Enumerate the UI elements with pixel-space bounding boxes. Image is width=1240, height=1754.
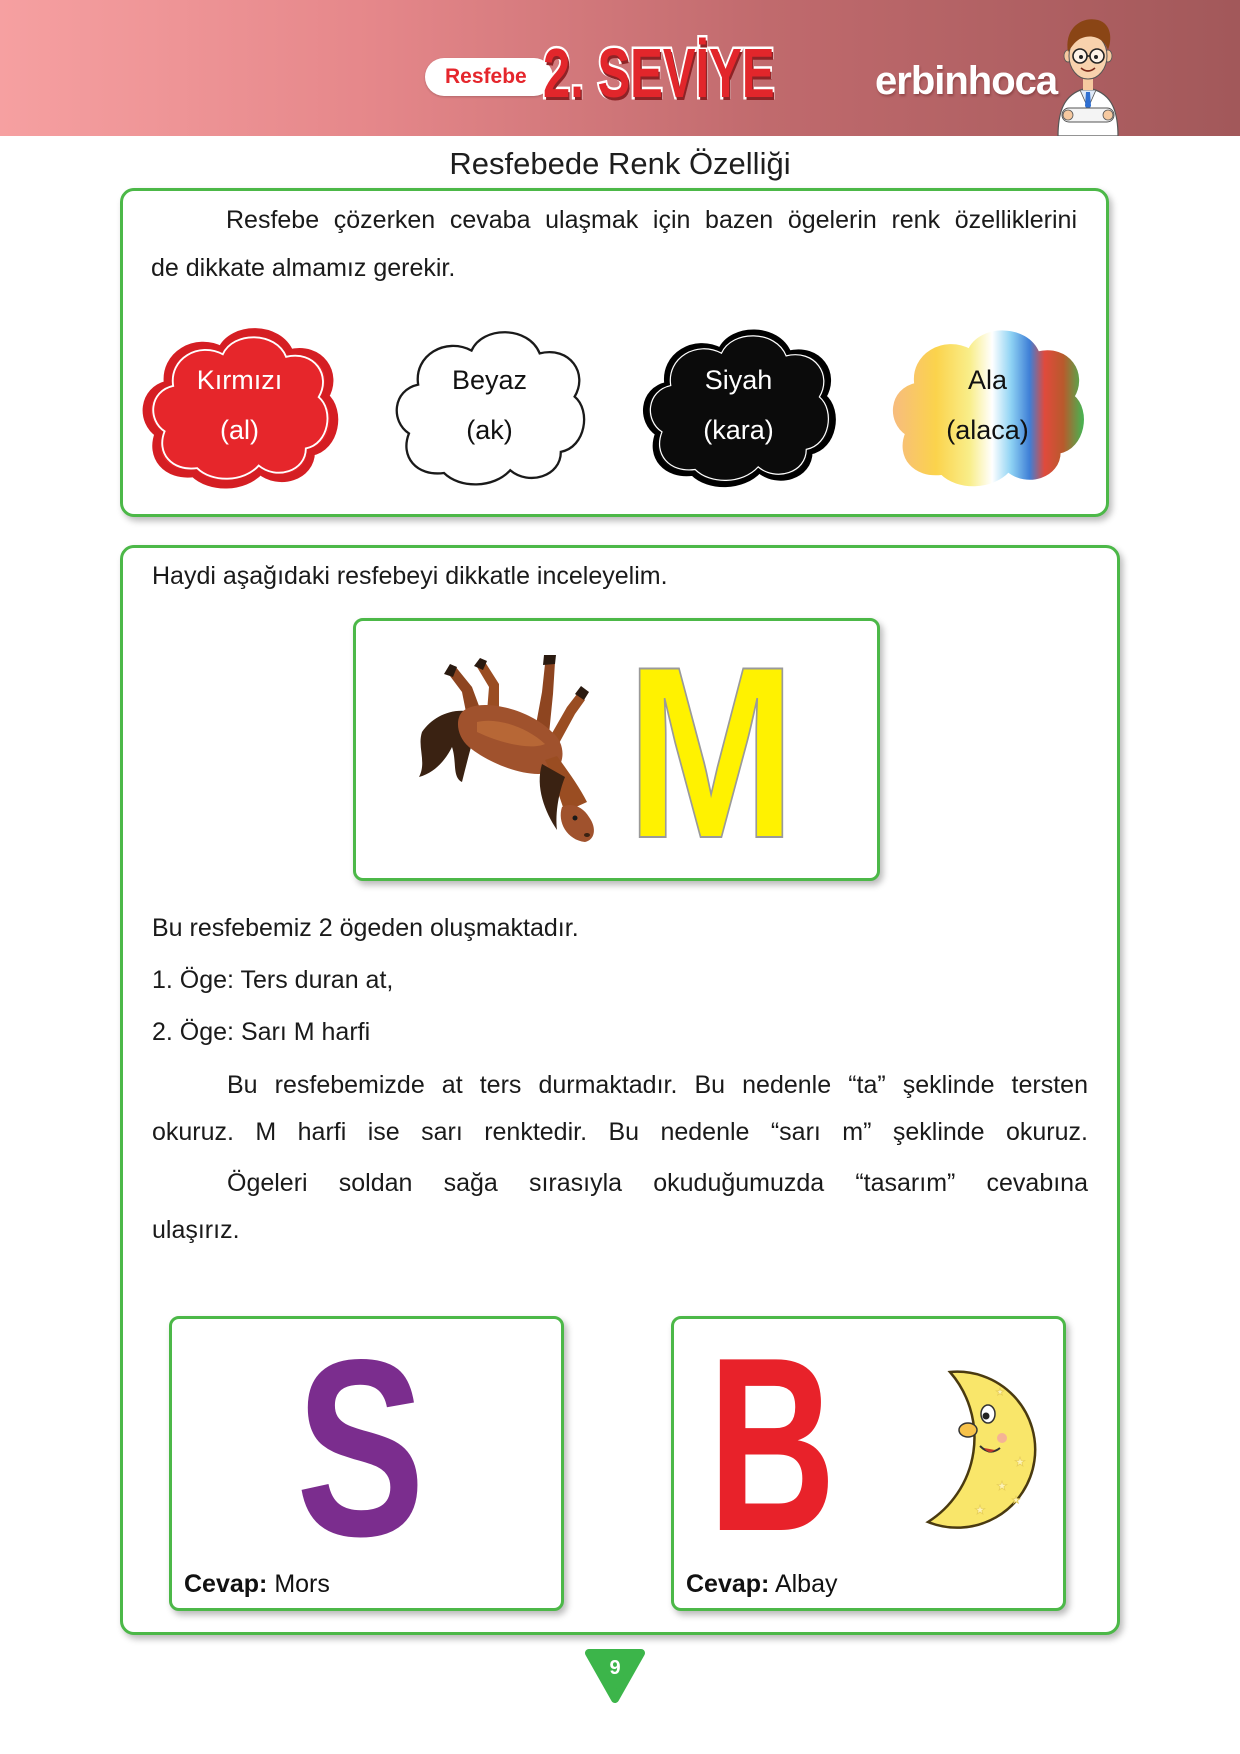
explanation-line: ulaşırız. <box>152 1216 240 1244</box>
answer-value: Mors <box>274 1570 330 1598</box>
level-label: 2. SEVİYE <box>543 34 775 112</box>
color-name: Kırmızı <box>196 365 283 395</box>
color-cloud-rainbow <box>880 311 1095 496</box>
answer-label: Cevap: <box>686 1570 770 1598</box>
crescent-moon-icon <box>880 1362 1038 1532</box>
example-part-line: 1. Öge: Ters duran at, <box>152 966 394 994</box>
cloud-black-shape <box>631 311 846 496</box>
puzzle-letter-s: S <box>296 1351 425 1541</box>
resfebe-badge <box>425 58 553 96</box>
answer-label: Cevap: <box>184 1570 268 1598</box>
resfebe-badge-label: Resfebe <box>445 65 527 88</box>
color-meaning: (ak) <box>466 415 513 445</box>
intro-paragraph <box>151 196 1077 292</box>
upside-down-horse-icon <box>417 652 598 844</box>
explanation-line: Bu resfebemizde at ters durmaktadır. Bu nedenle “ta” şeklinde tersten <box>227 1071 1088 1099</box>
puzzle-letter-b: B <box>708 1351 836 1532</box>
color-name: Beyaz <box>451 365 528 395</box>
answer-value: Albay <box>774 1570 838 1598</box>
puzzle-letter-m: M <box>626 660 796 839</box>
cloud-red-shape <box>132 311 347 496</box>
yellow-letter-m <box>626 660 796 839</box>
puzzle-card-albay <box>671 1316 1066 1611</box>
page-number-badge <box>583 1649 647 1705</box>
intro-line: Resfebe çözerken cevaba ulaşmak için bazen ögelerin renk özelliklerini <box>226 206 1077 234</box>
example-part-line: Bu resfebemiz 2 ögeden oluşmaktadır. <box>152 914 579 942</box>
explanation-paragraph-1 <box>152 1062 1088 1156</box>
page-number: 9 <box>609 1657 621 1679</box>
puzzle-card-mors <box>169 1316 564 1611</box>
explanation-line: Ögeleri soldan sağa sırasıyla okuduğumuzda “tasarım” cevabına <box>227 1169 1088 1197</box>
example-prompt: Haydi aşağıdaki resfebeyi dikkatle inceleyelim. <box>152 562 668 590</box>
explanation-paragraph-2 <box>152 1160 1088 1254</box>
horse-neck-head <box>540 756 594 842</box>
explanation-line: okuruz. M harfi ise sarı renktedir. Bu nedenle “sarı m” şeklinde okuruz. <box>152 1118 1088 1146</box>
answer-text <box>184 1569 330 1599</box>
answer-text <box>686 1569 838 1599</box>
color-name: Siyah <box>704 365 773 395</box>
page-title: Resfebede Renk Özelliği <box>449 146 791 181</box>
brand-logo-text: erbinhoca <box>875 59 1058 103</box>
example-puzzle-card <box>353 618 880 881</box>
color-info-box <box>120 188 1109 517</box>
color-cloud-white <box>382 311 597 496</box>
purple-letter-s <box>296 1351 425 1541</box>
example-part-line: 2. Öge: Sarı M harfi <box>152 1018 371 1046</box>
intro-line: de dikkate almamız gerekir. <box>151 254 456 282</box>
color-meaning: (al) <box>220 415 259 445</box>
color-meaning: (alaca) <box>946 415 1029 445</box>
example-box <box>120 545 1120 1635</box>
teacher-mascot-icon <box>1048 12 1128 136</box>
cloud-white-shape <box>382 311 597 496</box>
red-letter-b <box>708 1351 836 1532</box>
color-name: Ala <box>967 365 1008 395</box>
color-cloud-red <box>132 311 347 496</box>
color-cloud-black <box>631 311 846 496</box>
color-meaning: (kara) <box>703 415 774 445</box>
cloud-rainbow-shape <box>880 311 1095 496</box>
example-parts <box>152 902 579 1058</box>
